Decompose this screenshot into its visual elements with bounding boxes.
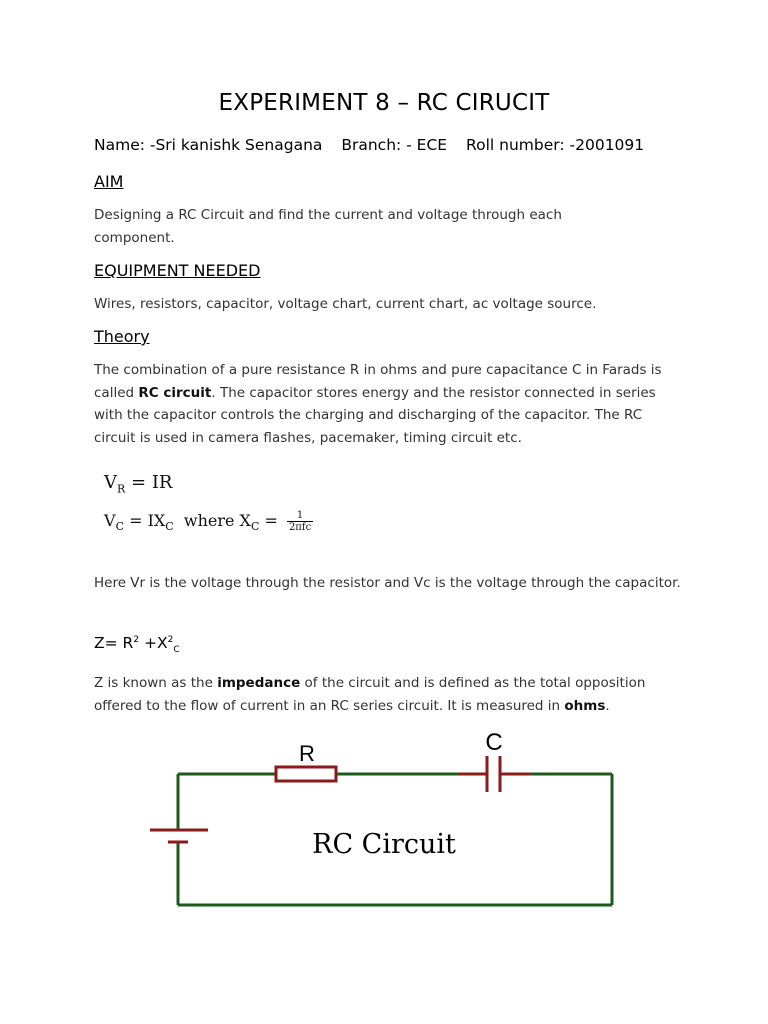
imp-bold-ohms: ohms — [564, 697, 606, 714]
vr-rhs: = IR — [125, 472, 173, 493]
impedance-text — [94, 672, 684, 717]
student-info — [94, 136, 644, 154]
vc-sub2: C — [165, 520, 174, 534]
imp-text-2: of the circuit and is defined as the total opposition offered to the flow of current in an RC series circuit. It is measured in — [94, 675, 646, 714]
vr-sub: R — [117, 482, 126, 496]
theory-text-1: The combination of a pure resistance R in ohms and pure capacitance C in Farads is called — [94, 362, 662, 401]
resistor-label: R — [299, 741, 315, 766]
student-name: Name: -Sri kanishk Senagana — [94, 136, 323, 154]
imp-text-3: . — [605, 697, 610, 714]
vc-sub: C — [115, 520, 124, 534]
theory-bold-rc: RC circuit — [138, 384, 212, 401]
imp-r-sup: 2 — [133, 634, 140, 645]
formula-vr — [104, 472, 173, 496]
xc-fraction-den: 2πfc — [288, 522, 312, 533]
rc-circuit-diagram — [0, 720, 768, 920]
student-roll: Roll number: -2001091 — [466, 136, 645, 154]
vr-lhs: V — [104, 472, 117, 493]
equipment-text: Wires, resistors, capacitor, voltage chart, current chart, ac voltage source. — [94, 296, 597, 312]
formula-vc — [104, 510, 313, 533]
vc-where-sub: C — [250, 520, 260, 534]
theory-text-2: . The capacitor stores energy and the resistor connected in series with the capacitor controls the charging and discharging of the capacitor. The RC circuit is used in camera flashes, pacemaker, timing circuit etc. — [94, 384, 656, 446]
imp-bold-impedance: impedance — [217, 675, 301, 691]
xc-fraction — [287, 510, 313, 533]
student-branch: Branch: - ECE — [341, 136, 448, 154]
aim-heading: AIM — [94, 172, 124, 191]
capacitor-label: C — [485, 729, 503, 756]
page-title: EXPERIMENT 8 – RC CIRUCIT — [218, 90, 550, 116]
equipment-heading-text: EQUIPMENT NEEDED — [94, 261, 261, 280]
voltage-note: Here Vr is the voltage through the resistor and Vc is the voltage through the capacitor. — [94, 575, 681, 591]
vc-lhs: V — [104, 511, 116, 530]
imp-text-1: Z is known as the — [94, 675, 218, 691]
vc-mid: = IX — [123, 511, 166, 530]
theory-heading: Theory — [94, 327, 150, 346]
impedance-formula — [94, 634, 180, 655]
imp-lhs: Z= R — [94, 634, 134, 652]
aim-text: Designing a RC Circuit and find the current and voltage through each component. — [94, 207, 562, 246]
vc-eq: = — [259, 511, 283, 530]
circuit-caption: RC Circuit — [312, 829, 456, 860]
resistor-symbol — [276, 767, 336, 781]
imp-x-sup: 2 — [167, 634, 174, 645]
equipment-heading — [94, 261, 260, 280]
imp-x-sub: C — [173, 645, 180, 656]
theory-text — [94, 359, 684, 449]
imp-plus: +X — [139, 634, 168, 652]
xc-fraction-num: 1 — [287, 510, 313, 522]
vc-where: where X — [173, 511, 251, 530]
